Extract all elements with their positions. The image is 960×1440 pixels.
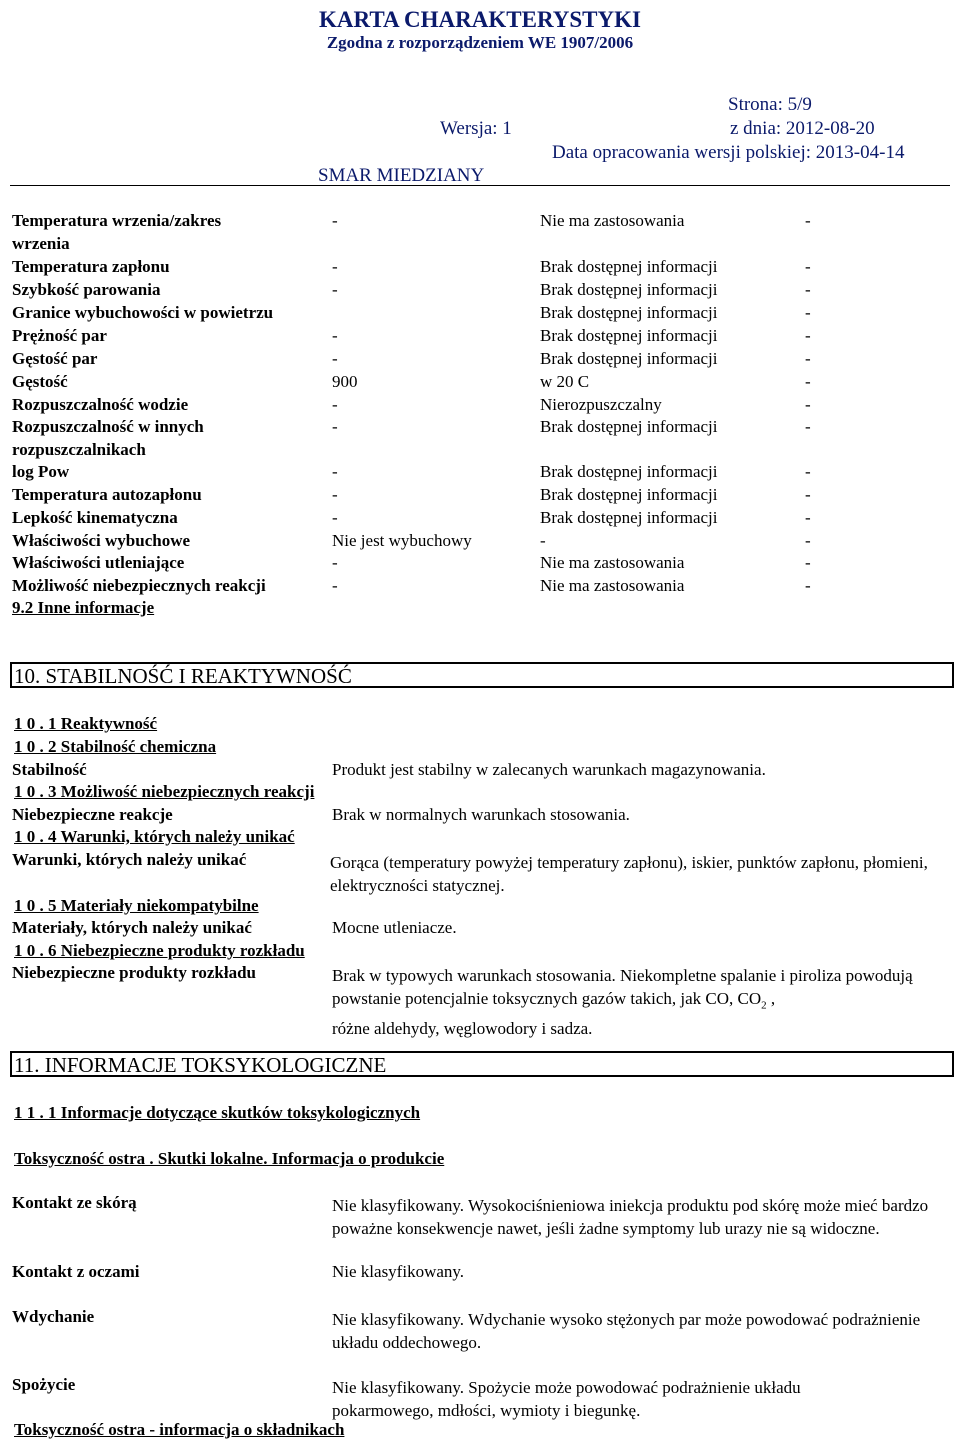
property-value: 900 [332, 372, 358, 391]
property-note: - [805, 485, 811, 504]
materials-label: Materiały, których należy unikać [12, 918, 252, 937]
property-note: - [805, 303, 811, 322]
acute-toxicity-components: Toksyczność ostra - informacja o składnikach [14, 1420, 345, 1439]
property-info: Nie ma zastosowania [540, 576, 685, 595]
decomposition-text-main: Brak w typowych warunkach stosowania. Niekompletne spalanie i piroliza powodują powstanie potencjalnie toksycznych gazów takich, jak CO, CO [332, 966, 913, 1008]
property-note: - [805, 531, 811, 550]
property-info: Brak dostępnej informacji [540, 485, 718, 504]
property-info: Brak dostępnej informacji [540, 462, 718, 481]
property-name: Gęstość par [12, 349, 98, 368]
acute-toxicity-product: Toksyczność ostra . Skutki lokalne. Informacja o produkcie [14, 1149, 445, 1168]
property-info: Brak dostępnej informacji [540, 508, 718, 527]
property-name: Możliwość niebezpiecznych reakcji [12, 576, 266, 595]
property-info: Nie ma zastosowania [540, 553, 685, 572]
property-info: Nie ma zastosowania [540, 211, 685, 230]
property-note: - [805, 372, 811, 391]
subsection-11-1: 1 1 . 1 Informacje dotyczące skutków toksykologicznych [14, 1103, 421, 1122]
property-value: - [332, 211, 338, 230]
subsection-10-6: 1 0 . 6 Niebezpieczne produkty rozkładu [14, 941, 305, 960]
version: Wersja: 1 [440, 118, 512, 139]
property-name-continued: rozpuszczalnikach [12, 440, 146, 459]
property-value: - [332, 576, 338, 595]
page-number: Strona: 5/9 [728, 94, 812, 115]
property-info: Brak dostępnej informacji [540, 417, 718, 436]
subsection-10-5: 1 0 . 5 Materiały niekompatybilne [14, 896, 259, 915]
reactions-text: Brak w normalnych warunkach stosowania. [332, 805, 630, 824]
subsection-10-3: 1 0 . 3 Możliwość niebezpiecznych reakcji [14, 782, 315, 801]
reactions-label: Niebezpieczne reakcje [12, 805, 173, 824]
other-info-heading: 9.2 Inne informacje [12, 598, 155, 617]
property-note: - [805, 349, 811, 368]
product-name: SMAR MIEDZIANY [318, 165, 485, 186]
regulation-subtitle: Zgodna z rozporządzeniem WE 1907/2006 [326, 33, 634, 52]
eye-contact-text: Nie klasyfikowany. [332, 1262, 465, 1281]
property-note: - [805, 326, 811, 345]
property-name: Temperatura autozapłonu [12, 485, 202, 504]
property-info: Brak dostępnej informacji [540, 303, 718, 322]
property-name: Rozpuszczalność wodzie [12, 395, 189, 414]
property-value: - [332, 349, 338, 368]
decomposition-text-end: różne aldehydy, węglowodory i sadza. [332, 1019, 593, 1039]
property-name: Granice wybuchowości w powietrzu [12, 303, 274, 322]
property-value: - [332, 417, 338, 436]
subsection-10-4: 1 0 . 4 Warunki, których należy unikać [14, 827, 295, 846]
decomposition-subscript: 2 [761, 999, 767, 1012]
property-note: - [805, 280, 811, 299]
property-name: Lepkość kinematyczna [12, 508, 178, 527]
property-note: - [805, 576, 811, 595]
property-name: Właściwości utleniające [12, 553, 185, 572]
section-11-box [10, 1051, 954, 1077]
property-info: Brak dostępnej informacji [540, 326, 718, 345]
property-value: - [332, 462, 338, 481]
document-title: KARTA CHARAKTERYSTYKI [319, 7, 641, 32]
property-note: - [805, 395, 811, 414]
stability-text: Produkt jest stabilny w zalecanych warunkach magazynowania. [332, 760, 766, 779]
polish-version-date: Data opracowania wersji polskiej: 2013-04-14 [552, 142, 905, 163]
skin-contact-text: Nie klasyfikowany. Wysokociśnieniowa iniekcja produktu pod skórę może mieć bardzo poważne konsekwencje nawet, jeśli żadne symptomy lub urazy nie są widoczne. [332, 1196, 929, 1238]
inhalation-label: Wdychanie [12, 1307, 95, 1326]
property-value: - [332, 395, 338, 414]
decomposition-text-comma: , [766, 989, 776, 1008]
property-name: log Pow [12, 462, 70, 481]
property-name: Temperatura zapłonu [12, 257, 170, 276]
decomposition-label: Niebezpieczne produkty rozkładu [12, 963, 256, 982]
property-name: Właściwości wybuchowe [12, 531, 191, 550]
property-name: Gęstość [12, 372, 68, 391]
property-info: Brak dostępnej informacji [540, 349, 718, 368]
property-value: - [332, 326, 338, 345]
property-name: Rozpuszczalność w innych [12, 417, 204, 436]
property-value: - [332, 508, 338, 527]
property-name: Szybkość parowania [12, 280, 161, 299]
property-value: - [332, 553, 338, 572]
ingestion-text: Nie klasyfikowany. Spożycie może powodować podrażnienie układu pokarmowego, mdłości, wymioty i biegunkę. [332, 1378, 801, 1420]
materials-text: Mocne utleniacze. [332, 918, 457, 937]
property-note: - [805, 462, 811, 481]
issue-date: z dnia: 2012-08-20 [730, 118, 875, 139]
property-note: - [805, 508, 811, 527]
property-info: w 20 C [540, 372, 590, 391]
property-note: - [805, 257, 811, 276]
skin-contact-label: Kontakt ze skórą [12, 1193, 137, 1212]
property-name: Prężność par [12, 326, 107, 345]
property-info: Brak dostępnej informacji [540, 257, 718, 276]
property-value: - [332, 485, 338, 504]
property-info: - [540, 531, 546, 550]
property-value: - [332, 280, 338, 299]
property-note: - [805, 553, 811, 572]
section-11-heading: 11. INFORMACJE TOKSYKOLOGICZNE [14, 1053, 387, 1077]
property-info: Nierozpuszczalny [540, 395, 662, 414]
eye-contact-label: Kontakt z oczami [12, 1262, 140, 1281]
decomposition-text [332, 964, 944, 1040]
property-value: Nie jest wybuchowy [332, 531, 472, 550]
property-value: - [332, 257, 338, 276]
avoid-conditions-text: Gorąca (temperatury powyżej temperatury zapłonu), iskier, punktów zapłonu, płomieni, elektryczności statycznej. [330, 853, 928, 895]
property-note: - [805, 417, 811, 436]
avoid-conditions-label: Warunki, których należy unikać [12, 850, 247, 869]
subsection-10-1: 1 0 . 1 Reaktywność [14, 714, 158, 733]
property-name-continued: wrzenia [12, 234, 70, 253]
property-note: - [805, 211, 811, 230]
stability-label: Stabilność [12, 760, 87, 779]
section-10-heading: 10. STABILNOŚĆ I REAKTYWNOŚĆ [14, 664, 352, 688]
section-10-box [10, 662, 954, 688]
property-info: Brak dostępnej informacji [540, 280, 718, 299]
header-divider [10, 185, 950, 186]
ingestion-label: Spożycie [12, 1375, 76, 1394]
subsection-10-2: 1 0 . 2 Stabilność chemiczna [14, 737, 217, 756]
inhalation-text: Nie klasyfikowany. Wdychanie wysoko stężonych par może powodować podrażnienie układu oddechowego. [332, 1310, 921, 1352]
property-name: Temperatura wrzenia/zakres [12, 211, 222, 230]
